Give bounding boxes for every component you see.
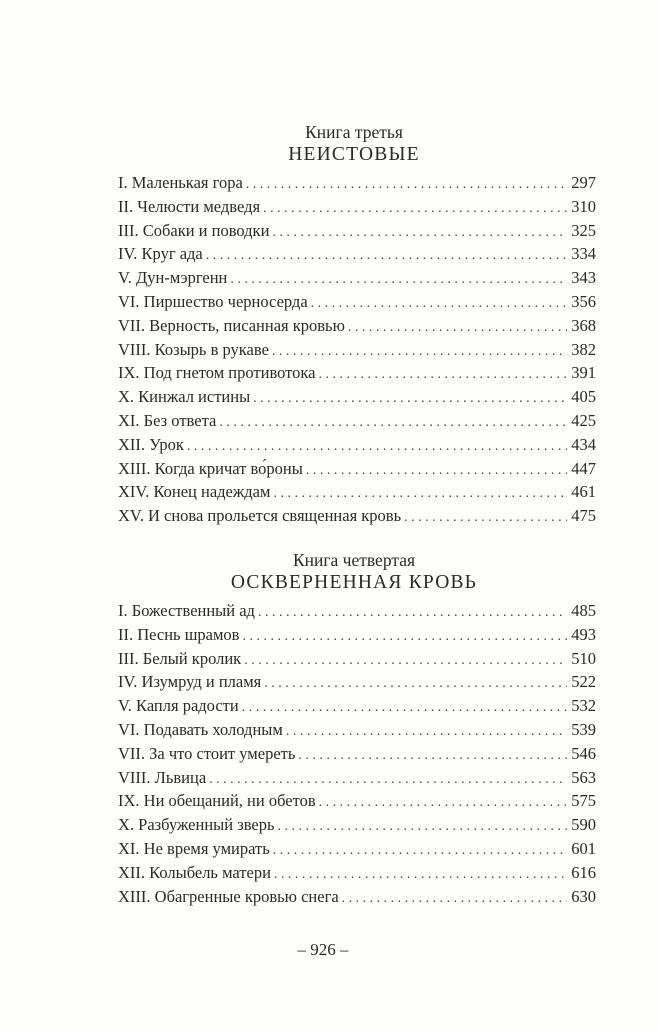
dot-leader bbox=[404, 506, 567, 530]
page-number: 510 bbox=[571, 648, 596, 668]
dot-leader bbox=[272, 340, 567, 364]
dot-leader bbox=[274, 863, 567, 887]
toc-entry bbox=[118, 480, 596, 504]
page-number: 539 bbox=[571, 719, 596, 739]
dot-leader bbox=[263, 197, 567, 221]
book-label: Книга четвертая bbox=[292, 550, 416, 570]
dot-leader bbox=[306, 459, 567, 483]
chapter-title: XIII. Обагренные кровью снега bbox=[118, 886, 339, 906]
dot-leader bbox=[206, 244, 567, 268]
page-number: 447 bbox=[571, 458, 596, 478]
page-number: 434 bbox=[571, 434, 596, 454]
chapter-title: VIII. Львица bbox=[118, 767, 207, 787]
toc-entry bbox=[118, 290, 596, 314]
toc-entry bbox=[118, 789, 596, 813]
page-number: 532 bbox=[571, 696, 596, 716]
chapter-title: IX. Ни обещаний, ни обетов bbox=[118, 791, 316, 811]
dot-leader bbox=[319, 791, 568, 815]
dot-leader bbox=[264, 672, 567, 696]
chapter-title: VII. Верность, писанная кровью bbox=[118, 315, 345, 335]
chapter-title: VII. За что стоит умереть bbox=[118, 743, 296, 763]
page-number: 391 bbox=[571, 363, 596, 383]
dot-leader bbox=[187, 435, 567, 459]
toc-entry bbox=[118, 837, 596, 861]
page-number: 405 bbox=[571, 387, 596, 407]
book-title: ОСКВЕРНЕННАЯ КРОВЬ bbox=[230, 572, 478, 593]
page-number: 522 bbox=[571, 672, 596, 692]
chapter-title: XV. И снова прольется священная кровь bbox=[118, 506, 402, 526]
dot-leader bbox=[278, 815, 568, 839]
chapter-title: I. Маленькая гора bbox=[118, 173, 243, 192]
page-number: 575 bbox=[571, 791, 596, 811]
page-number: 590 bbox=[571, 815, 596, 835]
page-number: 297 bbox=[571, 173, 596, 192]
dot-leader bbox=[258, 601, 567, 625]
dot-leader bbox=[286, 720, 567, 744]
dot-leader bbox=[219, 411, 567, 435]
toc-entry bbox=[118, 266, 596, 290]
dot-leader bbox=[230, 268, 567, 292]
toc-entry bbox=[118, 813, 596, 837]
toc-entry bbox=[118, 861, 596, 885]
page-number: 425 bbox=[571, 410, 596, 430]
page-number: 630 bbox=[571, 886, 596, 906]
page-number: 356 bbox=[571, 291, 596, 311]
chapter-title: XI. Не время умирать bbox=[118, 838, 270, 858]
toc-entry bbox=[118, 195, 596, 219]
page-number: 461 bbox=[571, 482, 596, 502]
dot-leader bbox=[348, 316, 567, 340]
page-number: 601 bbox=[571, 838, 596, 858]
toc-entry bbox=[118, 694, 596, 718]
chapter-title: II. Челюсти медведя bbox=[118, 196, 261, 216]
chapter-title: VIII. Козырь в рукаве bbox=[118, 339, 269, 359]
toc-entry bbox=[118, 338, 596, 362]
chapter-title: XIII. Когда кричат во́роны bbox=[118, 458, 303, 478]
book-four-section bbox=[118, 549, 596, 908]
chapter-title: IV. Изумруд и пламя bbox=[118, 672, 262, 692]
chapter-title: VI. Пиршество черносерда bbox=[118, 291, 308, 311]
chapter-title: I. Божественный ад bbox=[118, 601, 255, 620]
toc-entry bbox=[118, 171, 596, 195]
toc-entry bbox=[118, 623, 596, 647]
dot-leader bbox=[298, 744, 567, 768]
toc-entry bbox=[118, 599, 596, 623]
page-number: 546 bbox=[571, 743, 596, 763]
dot-leader bbox=[246, 173, 567, 197]
chapter-title: XI. Без ответа bbox=[118, 410, 217, 430]
chapter-title: X. Кинжал истины bbox=[118, 387, 251, 407]
page-number: 334 bbox=[571, 244, 596, 264]
toc-entry bbox=[118, 242, 596, 266]
chapter-title: II. Песнь шрамов bbox=[118, 624, 240, 644]
chapter-title: V. Капля радости bbox=[118, 696, 239, 716]
toc-entry bbox=[118, 647, 596, 671]
page-number: 485 bbox=[571, 601, 596, 620]
toc-entry bbox=[118, 457, 596, 481]
toc-entry bbox=[118, 885, 596, 909]
dot-leader bbox=[242, 625, 567, 649]
page-number: 310 bbox=[571, 196, 596, 216]
toc-entry bbox=[118, 718, 596, 742]
book-title: НЕИСТОВЫЕ bbox=[288, 144, 420, 165]
dot-leader bbox=[273, 482, 567, 506]
dot-leader bbox=[253, 387, 567, 411]
book-label: Книга третья bbox=[305, 122, 403, 142]
page-folio: – 926 – bbox=[297, 940, 349, 959]
page-number: 563 bbox=[571, 767, 596, 787]
chapter-title: VI. Подавать холодным bbox=[118, 719, 283, 739]
page-number: 493 bbox=[571, 624, 596, 644]
toc-entry bbox=[118, 504, 596, 528]
chapter-title: IX. Под гнетом противотока bbox=[118, 363, 316, 383]
dot-leader bbox=[318, 363, 567, 387]
page-number: 382 bbox=[571, 339, 596, 359]
page-number: 343 bbox=[571, 268, 596, 288]
dot-leader bbox=[242, 696, 568, 720]
chapter-title: V. Дун-мэргенн bbox=[118, 268, 228, 288]
chapter-title: XII. Колыбель матери bbox=[118, 862, 271, 882]
toc-entry bbox=[118, 219, 596, 243]
toc-entry bbox=[118, 433, 596, 457]
chapter-title: III. Собаки и поводки bbox=[118, 220, 270, 240]
dot-leader bbox=[244, 649, 567, 673]
toc-entry bbox=[118, 361, 596, 385]
chapter-title: XIV. Конец надеждам bbox=[118, 482, 271, 502]
chapter-title: III. Белый кролик bbox=[118, 648, 242, 668]
chapter-title: XII. Урок bbox=[118, 434, 184, 454]
dot-leader bbox=[273, 839, 568, 863]
page-number: 475 bbox=[571, 506, 596, 526]
dot-leader bbox=[209, 768, 567, 792]
toc-entry bbox=[118, 742, 596, 766]
page-number: 616 bbox=[571, 862, 596, 882]
page-number: 325 bbox=[571, 220, 596, 240]
page-number: 368 bbox=[571, 315, 596, 335]
book-three-section bbox=[118, 121, 596, 528]
chapter-title: X. Разбуженный зверь bbox=[118, 815, 275, 835]
toc-entry bbox=[118, 670, 596, 694]
dot-leader bbox=[272, 221, 567, 245]
toc-list bbox=[118, 599, 596, 908]
dot-leader bbox=[311, 292, 568, 316]
toc-entry bbox=[118, 385, 596, 409]
toc-entry bbox=[118, 314, 596, 338]
chapter-title: IV. Круг ада bbox=[118, 244, 203, 264]
toc-list bbox=[118, 171, 596, 528]
toc-entry bbox=[118, 766, 596, 790]
dot-leader bbox=[342, 887, 568, 911]
toc-entry bbox=[118, 409, 596, 433]
